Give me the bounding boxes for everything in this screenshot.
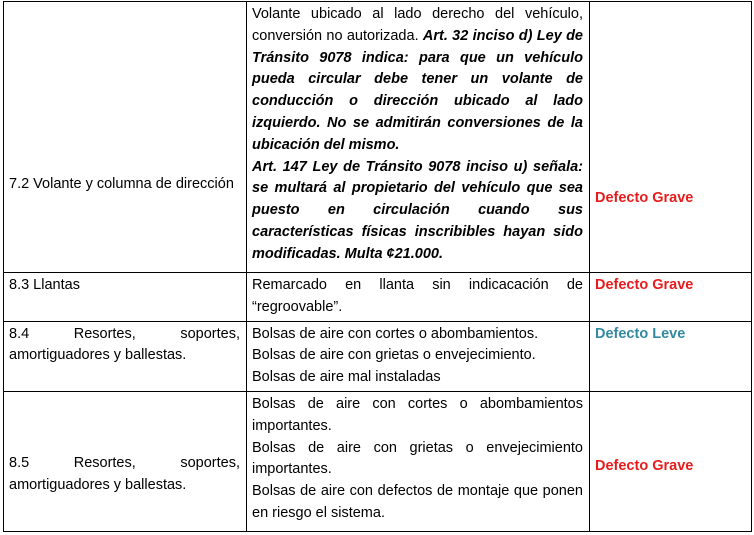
description-line: Bolsas de aire con grietas o envejecimiento. (252, 347, 536, 364)
item-cell: 7.2 Volante y columna de dirección (4, 2, 247, 273)
description-line: Volante ubicado al lado derecho del vehículo, conversión no autorizada. (252, 6, 583, 44)
item-cell: 8.3 Llantas (4, 273, 247, 322)
description-cell (247, 273, 590, 322)
description-line: Bolsas de aire con defectos de montaje que ponen en riesgo el sistema. (252, 483, 583, 521)
description-line: Bolsas de aire con cortes o abombamientos importantes. (252, 395, 583, 434)
description-cell (247, 321, 590, 391)
legal-reference: Art. 147 Ley de Tránsito 9078 inciso u) señala: se multará al propietario del vehículo que sea puesto en circulación cuando sus características físicas inscribibles hayan sido modificadas. Multa ¢21.000. (252, 158, 583, 262)
description-line: Remarcado en llanta sin indicacación de “regroovable”. (252, 277, 583, 315)
description-cell (247, 2, 590, 273)
item-cell: 8.5 Resortes, soportes, amortiguadores y ballestas. (4, 391, 247, 531)
severity-label: Defecto Grave (590, 2, 752, 273)
severity-label: Defecto Leve (590, 321, 752, 391)
description-cell (247, 391, 590, 531)
table-row (4, 391, 752, 531)
table-row (4, 321, 752, 391)
description-line: Bolsas de aire con cortes o abombamientos. (252, 325, 539, 342)
legal-reference: Art. 32 inciso d) Ley de Tránsito 9078 indica: para que un vehículo pueda circular debe tener un volante de conducción o dirección ubicado al lado izquierdo. No se admitirán conversiones de la ubicación del mismo. (252, 27, 583, 153)
description-line: Bolsas de aire con grietas o envejecimiento importantes. (252, 439, 583, 478)
severity-label: Defecto Grave (590, 391, 752, 531)
description-line: Bolsas de aire mal instaladas (252, 369, 441, 386)
severity-label: Defecto Grave (590, 273, 752, 322)
table-row (4, 2, 752, 273)
defects-table (3, 1, 752, 532)
item-cell: 8.4 Resortes, soportes, amortiguadores y ballestas. (4, 321, 247, 391)
table-row (4, 273, 752, 322)
description-text (252, 4, 583, 157)
